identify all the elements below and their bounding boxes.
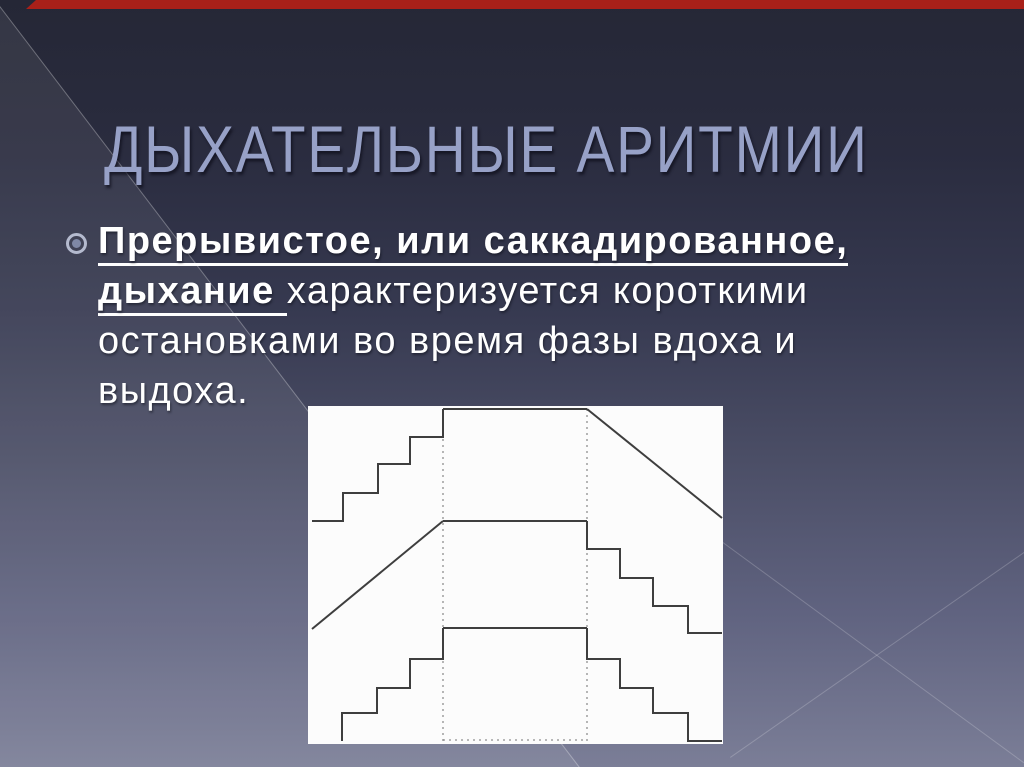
bullet-text-block — [98, 216, 948, 416]
top-accent-bar — [26, 0, 1024, 9]
slide-title: ДЫХАТЕЛЬНЫЕ АРИТМИИ — [104, 112, 869, 187]
bullet-line-3 — [98, 316, 948, 366]
bullet-line-4-text: выдоха. — [98, 370, 250, 412]
tracing-smooth-expiration — [587, 409, 722, 518]
bullet-line-2-emphasis: дыхание — [98, 270, 287, 316]
bullet-item — [66, 216, 948, 416]
tracing-stepped-inspiration-bottom — [342, 628, 443, 741]
bullet-line-1-emphasis: Прерывистое, или саккадированное, — [98, 220, 848, 266]
tracing-stepped-expiration-middle — [587, 521, 722, 633]
tracing-stepped-inspiration-top — [312, 409, 443, 521]
bullet-line-2-text: характеризуется короткими — [286, 270, 809, 312]
background-facet-line-b — [730, 552, 1024, 758]
breathing-pattern-figure — [308, 406, 723, 744]
tracing-smooth-inspiration — [312, 521, 443, 629]
bullet-line-3-text: остановками во время фазы вдоха и — [98, 320, 798, 362]
bullet-line-2 — [98, 266, 948, 316]
radio-bullet-icon — [66, 233, 87, 254]
tracing-stepped-expiration-bottom — [587, 628, 722, 741]
bullet-line-1 — [98, 216, 948, 266]
spirogram-svg — [308, 406, 723, 744]
